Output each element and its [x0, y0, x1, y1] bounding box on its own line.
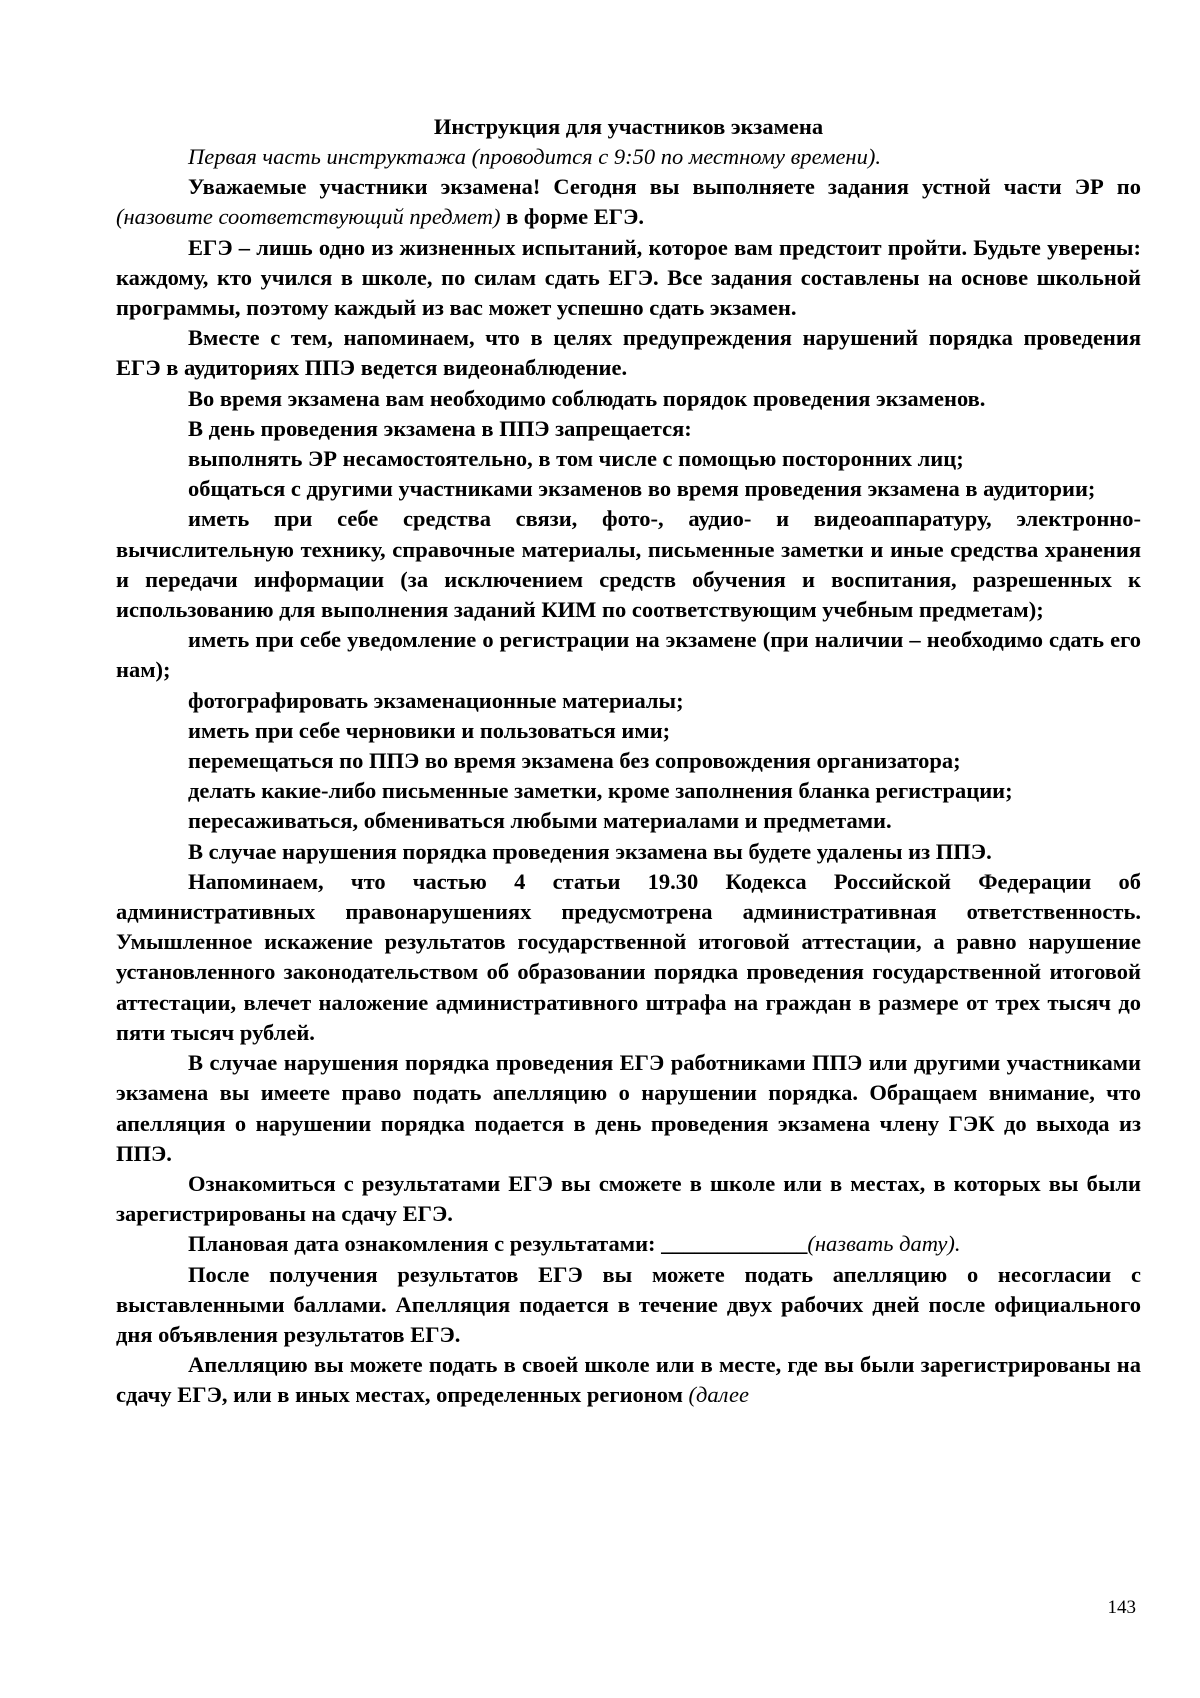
paragraph-ege-intro: ЕГЭ – лишь одно из жизненных испытаний, которое вам предстоит пройти. Будьте уверены: каждому, кто учился в школе, по силам сдать ЕГЭ. Все задания составлены на основе школьной программы, поэтому каждый из вас может успешно сдать экзамен. [116, 234, 1141, 321]
prohibited-item-1: выполнять ЭР несамостоятельно, в том числе с помощью посторонних лиц; [188, 446, 964, 472]
prohibited-item-4: иметь при себе уведомление о регистрации на экзамене (при наличии – необходимо сдать его нам); [116, 627, 1141, 683]
subject-placeholder: (назовите соответствующий предмет) [116, 204, 501, 230]
paragraph-results-date [116, 1229, 1141, 1259]
greeting-text: Уважаемые участники экзамена! Сегодня вы выполняете задания устной части ЭР по [188, 174, 1141, 200]
paragraph-appeal-violation: В случае нарушения порядка проведения ЕГЭ работниками ППЭ или другими участниками экзамена вы имеете право подать апелляцию о нарушении порядка. Обращаем внимание, что апелляция о нарушении порядка подается в день проведения экзамена члену ГЭК до выхода из ППЭ. [116, 1050, 1141, 1166]
paragraph-administrative-liability: Напоминаем, что частью 4 статьи 19.30 Кодекса Российской Федерации об административных правонарушениях предусмотрена административная ответственность. Умышленное искажение результатов государственной итоговой аттестации, а равно нарушение установленного законодательством об образовании порядка проведения государственной итоговой аттестации, влечет наложение административного штрафа на граждан в размере от трех тысяч до пяти тысяч рублей. [116, 868, 1141, 1045]
date-blank-line: _____________ [661, 1231, 808, 1257]
prohibited-item-8: делать какие-либо письменные заметки, кроме заполнения бланка регистрации; [188, 778, 1013, 804]
paragraph-rules: Во время экзамена вам необходимо соблюдать порядок проведения экзаменов. [188, 385, 986, 411]
prohibited-item-7: перемещаться по ППЭ во время экзамена без сопровождения организатора; [188, 748, 961, 774]
prohibited-item-5: фотографировать экзаменационные материалы; [188, 687, 684, 713]
instruction-subtitle: Первая часть инструктажа (проводится с 9:50 по местному времени). [188, 144, 881, 169]
document-title: Инструкция для участников экзамена [433, 114, 824, 139]
date-placeholder: (назвать дату). [807, 1231, 961, 1257]
paragraph-removal-warning: В случае нарушения порядка проведения экзамена вы будете удалены из ППЭ. [188, 838, 992, 864]
paragraph-video-surveillance: Вместе с тем, напоминаем, что в целях предупреждения нарушений порядка проведения ЕГЭ в аудиториях ППЭ ведется видеонаблюдение. [116, 325, 1141, 381]
document-page [116, 112, 1141, 1411]
greeting-tail: в форме ЕГЭ. [500, 204, 645, 230]
prohibited-item-6: иметь при себе черновики и пользоваться ими; [188, 717, 671, 743]
paragraph-appeal-scores: После получения результатов ЕГЭ вы можете подать апелляцию о несогласии с выставленными баллами. Апелляция подается в течение двух рабочих дней после официального дня объявления результатов ЕГЭ. [116, 1261, 1141, 1347]
appeal-location-continued: (далее [688, 1382, 749, 1408]
paragraph-prohibited-heading: В день проведения экзамена в ППЭ запрещается: [188, 415, 692, 441]
prohibited-item-3: иметь при себе средства связи, фото-, аудио- и видеоаппаратуру, электронно-вычислительную технику, справочные материалы, письменные заметки и иные средства хранения и передачи информации (за исключением средств обучения и воспитания, разрешенных к использованию для выполнения заданий КИМ по соответствующим учебным предметам); [116, 506, 1141, 623]
page-number: 143 [1107, 1597, 1136, 1618]
prohibited-item-9: пересаживаться, обмениваться любыми материалами и предметами. [188, 808, 892, 834]
results-date-label: Плановая дата ознакомления с результатами: [188, 1231, 662, 1257]
paragraph-results-location: Ознакомиться с результатами ЕГЭ вы сможете в школе или в местах, в которых вы были зарегистрированы на сдачу ЕГЭ. [116, 1170, 1141, 1227]
prohibited-item-2: общаться с другими участниками экзаменов во время проведения экзамена в аудитории; [188, 476, 1096, 502]
appeal-location-text: Апелляцию вы можете подать в своей школе или в месте, где вы были зарегистрированы на сдачу ЕГЭ, или в иных местах, определенных регионом [116, 1352, 1141, 1408]
paragraph-appeal-location [116, 1350, 1141, 1410]
paragraph-greeting [116, 172, 1141, 232]
